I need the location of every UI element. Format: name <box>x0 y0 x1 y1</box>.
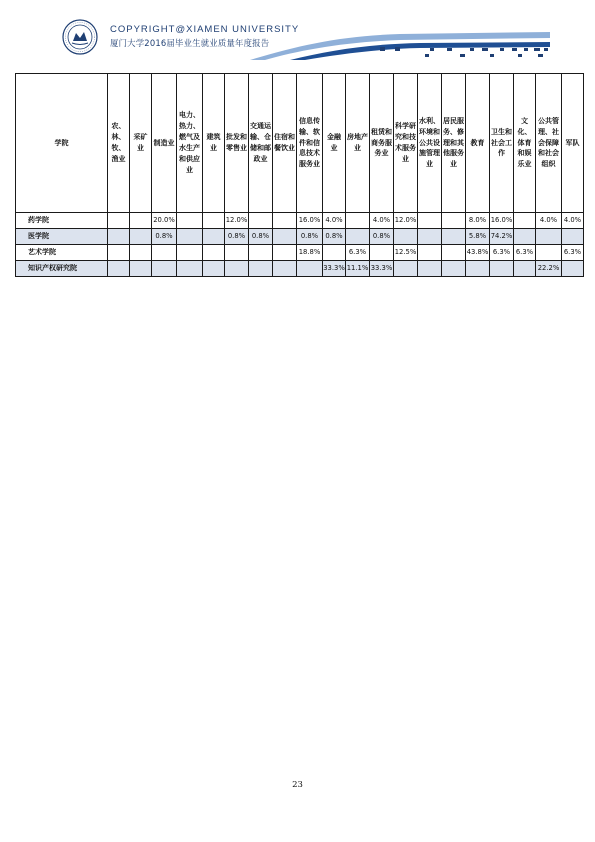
percentage-cell: 4.0% <box>323 213 346 229</box>
column-header-industry <box>177 74 203 213</box>
percentage-cell <box>514 213 536 229</box>
column-header-label: 住宿和餐饮业 <box>274 133 295 152</box>
college-name-cell: 艺术学院 <box>16 245 108 261</box>
percentage-cell <box>203 245 225 261</box>
percentage-cell <box>273 245 297 261</box>
percentage-cell: 4.0% <box>370 213 394 229</box>
percentage-cell <box>297 261 323 277</box>
percentage-cell <box>536 245 562 261</box>
column-header-industry <box>562 74 584 213</box>
percentage-cell <box>273 229 297 245</box>
percentage-cell <box>466 261 490 277</box>
percentage-cell <box>370 245 394 261</box>
table-body <box>16 213 584 277</box>
column-header-industry <box>203 74 225 213</box>
percentage-cell: 12.0% <box>394 213 418 229</box>
percentage-cell <box>152 261 177 277</box>
column-header-industry <box>466 74 490 213</box>
table-header-row <box>16 74 584 213</box>
percentage-cell <box>514 261 536 277</box>
column-header-label: 学院 <box>54 138 69 147</box>
column-header-industry <box>297 74 323 213</box>
college-name-cell: 知识产权研究院 <box>16 261 108 277</box>
percentage-cell: 18.8% <box>297 245 323 261</box>
header-title: COPYRIGHT@XIAMEN UNIVERSITY <box>110 24 300 35</box>
page-number: 23 <box>292 780 303 790</box>
percentage-cell <box>490 261 514 277</box>
percentage-cell: 33.3% <box>323 261 346 277</box>
column-header-label: 公共管理、社会保障和社会组织 <box>538 116 559 169</box>
column-header-label: 卫生和社会工作 <box>491 127 512 158</box>
column-header-label: 建筑业 <box>206 133 221 152</box>
column-header-industry <box>536 74 562 213</box>
percentage-cell <box>152 245 177 261</box>
college-name-cell: 医学院 <box>16 229 108 245</box>
percentage-cell: 0.8% <box>297 229 323 245</box>
percentage-cell <box>323 245 346 261</box>
percentage-cell: 8.0% <box>466 213 490 229</box>
column-header-industry <box>442 74 466 213</box>
percentage-cell: 74.2% <box>490 229 514 245</box>
percentage-cell <box>203 213 225 229</box>
percentage-cell: 6.3% <box>514 245 536 261</box>
percentage-cell: 4.0% <box>562 213 584 229</box>
percentage-cell <box>108 229 130 245</box>
column-header-industry <box>108 74 130 213</box>
percentage-cell <box>203 261 225 277</box>
percentage-cell: 6.3% <box>562 245 584 261</box>
column-header-label: 采矿业 <box>133 133 148 152</box>
page-header <box>0 0 595 62</box>
xiamen-university-seal-logo <box>62 19 98 55</box>
percentage-cell: 0.8% <box>152 229 177 245</box>
percentage-cell <box>562 229 584 245</box>
percentage-cell <box>273 213 297 229</box>
column-header-label: 交通运输、仓储和邮政业 <box>250 122 271 163</box>
percentage-cell <box>562 261 584 277</box>
column-header-industry <box>130 74 152 213</box>
percentage-cell <box>249 245 273 261</box>
percentage-cell: 4.0% <box>536 213 562 229</box>
percentage-cell <box>108 213 130 229</box>
table-row <box>16 261 584 277</box>
column-header-industry <box>273 74 297 213</box>
percentage-cell: 20.0% <box>152 213 177 229</box>
percentage-cell: 0.8% <box>323 229 346 245</box>
column-header-label: 租赁和商务服务业 <box>371 127 392 158</box>
percentage-cell: 22.2% <box>536 261 562 277</box>
percentage-cell: 6.3% <box>490 245 514 261</box>
column-header-label: 信息传输、软件和信息技术服务业 <box>299 116 320 169</box>
percentage-cell <box>108 261 130 277</box>
column-header-college <box>16 74 108 213</box>
percentage-cell: 11.1% <box>346 261 370 277</box>
column-header-label: 军队 <box>565 138 580 147</box>
column-header-industry <box>323 74 346 213</box>
column-header-label: 电力、热力、燃气及水生产和供应业 <box>179 111 200 174</box>
percentage-cell <box>177 229 203 245</box>
percentage-cell <box>225 245 249 261</box>
column-header-industry <box>490 74 514 213</box>
college-name-cell: 药学院 <box>16 213 108 229</box>
column-header-label: 水利、环境和公共设施管理业 <box>419 116 440 169</box>
percentage-cell <box>442 261 466 277</box>
percentage-cell <box>346 229 370 245</box>
percentage-cell: 12.0% <box>225 213 249 229</box>
table-row <box>16 213 584 229</box>
column-header-label: 房地产业 <box>347 133 368 152</box>
column-header-label: 教育 <box>470 138 485 147</box>
percentage-cell <box>130 213 152 229</box>
column-header-industry <box>370 74 394 213</box>
column-header-label: 批发和零售业 <box>226 133 247 152</box>
percentage-cell <box>108 245 130 261</box>
percentage-cell: 12.5% <box>394 245 418 261</box>
column-header-label: 制造业 <box>153 138 175 147</box>
percentage-cell <box>536 229 562 245</box>
column-header-industry <box>418 74 442 213</box>
percentage-cell <box>130 261 152 277</box>
percentage-cell <box>177 261 203 277</box>
percentage-cell <box>418 245 442 261</box>
percentage-cell <box>418 261 442 277</box>
percentage-cell: 33.3% <box>370 261 394 277</box>
column-header-label: 金融业 <box>327 133 341 152</box>
percentage-cell: 5.8% <box>466 229 490 245</box>
percentage-cell <box>203 229 225 245</box>
column-header-industry <box>514 74 536 213</box>
percentage-cell <box>249 213 273 229</box>
percentage-cell: 6.3% <box>346 245 370 261</box>
percentage-cell <box>130 229 152 245</box>
column-header-industry <box>346 74 370 213</box>
percentage-cell <box>225 261 249 277</box>
industry-distribution-table <box>15 73 584 277</box>
percentage-cell <box>418 213 442 229</box>
table-row <box>16 245 584 261</box>
column-header-label: 科学研究和技术服务业 <box>395 122 416 163</box>
percentage-cell <box>177 245 203 261</box>
column-header-industry <box>394 74 418 213</box>
percentage-cell <box>394 229 418 245</box>
percentage-cell: 16.0% <box>297 213 323 229</box>
percentage-cell: 16.0% <box>490 213 514 229</box>
percentage-cell <box>442 245 466 261</box>
column-header-industry <box>225 74 249 213</box>
percentage-cell <box>273 261 297 277</box>
percentage-cell: 0.8% <box>249 229 273 245</box>
percentage-cell <box>249 261 273 277</box>
column-header-label: 居民服务、修理和其他服务业 <box>443 116 464 169</box>
column-header-industry <box>152 74 177 213</box>
percentage-cell <box>442 229 466 245</box>
percentage-cell <box>418 229 442 245</box>
table-row <box>16 229 584 245</box>
column-header-label: 文化、体育和娱乐业 <box>517 116 532 169</box>
column-header-label: 农、林、牧、渔业 <box>111 122 126 163</box>
header-subtitle: 厦门大学2016届毕业生就业质量年度报告 <box>110 38 270 48</box>
percentage-cell <box>442 213 466 229</box>
percentage-cell <box>346 213 370 229</box>
percentage-cell <box>394 261 418 277</box>
column-header-industry <box>249 74 273 213</box>
percentage-cell <box>177 213 203 229</box>
percentage-cell <box>514 229 536 245</box>
percentage-cell: 43.8% <box>466 245 490 261</box>
percentage-cell <box>130 245 152 261</box>
percentage-cell: 0.8% <box>225 229 249 245</box>
percentage-cell: 0.8% <box>370 229 394 245</box>
